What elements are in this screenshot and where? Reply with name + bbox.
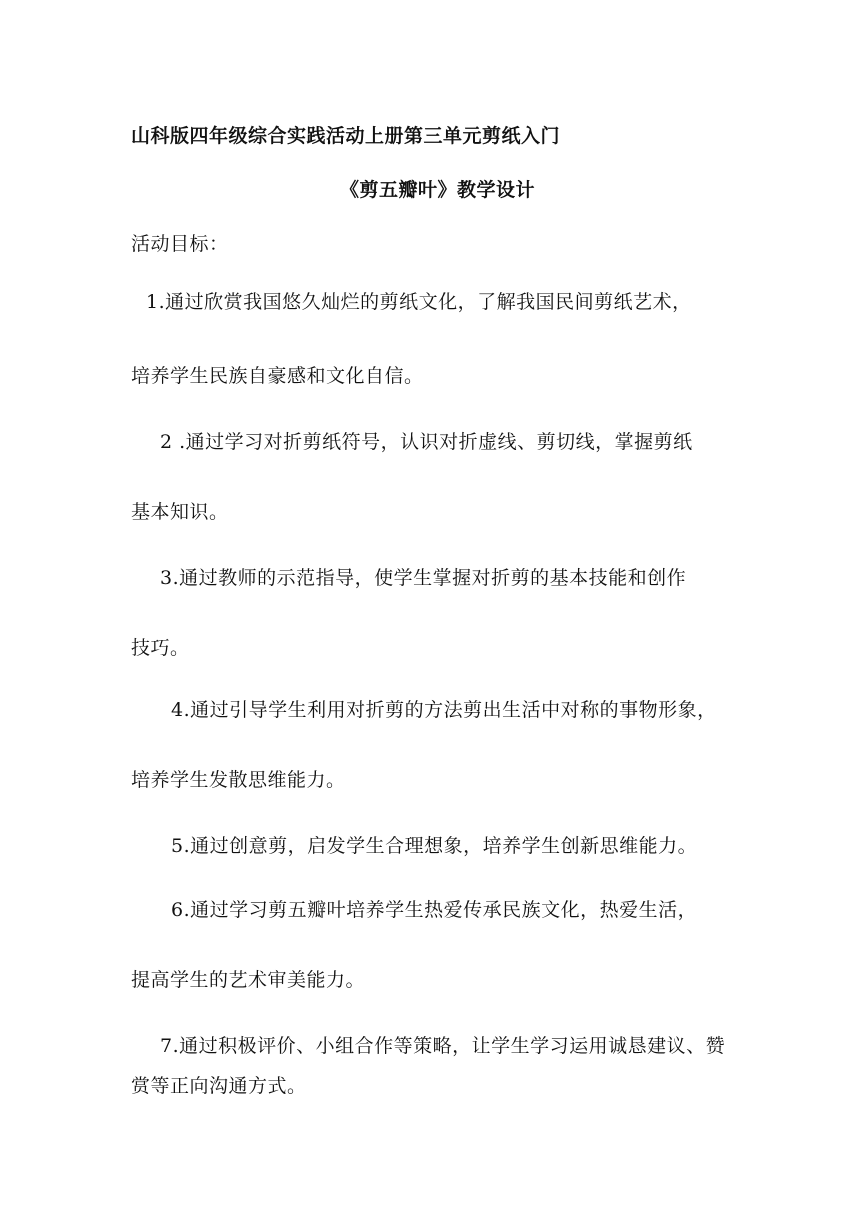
document-title-line2: 《剪五瓣叶》教学设计	[340, 179, 536, 201]
objective-7-line1: 7.通过积极评价、小组合作等策略，让学生学习运用诚恳建议、赞	[160, 1035, 726, 1057]
objective-6-line1: 6.通过学习剪五瓣叶培养学生热爱传承民族文化，热爱生活，	[171, 899, 698, 921]
document-title-line1: 山科版四年级综合实践活动上册第三单元剪纸入门	[131, 125, 561, 147]
objective-7-line2: 赏等正向沟通方式。	[131, 1075, 307, 1097]
objective-5-line1: 5.通过创意剪，启发学生合理想象，培养学生创新思维能力。	[171, 835, 698, 857]
objective-3-line2: 技巧。	[131, 637, 190, 659]
objective-6-line2: 提高学生的艺术审美能力。	[131, 969, 366, 991]
section-heading: 活动目标：	[131, 233, 229, 255]
objective-4-line1: 4.通过引导学生利用对折剪的方法剪出生活中对称的事物形象，	[171, 699, 717, 721]
objective-1-line1: 1.通过欣赏我国悠久灿烂的剪纸文化，了解我国民间剪纸艺术，	[146, 291, 692, 313]
objective-2-line2: 基本知识。	[131, 501, 229, 523]
objective-1-line2: 培养学生民族自豪感和文化自信。	[131, 365, 424, 387]
objective-2-line1: 2 .通过学习对折剪纸符号，认识对折虚线、剪切线，掌握剪纸	[160, 431, 693, 453]
objective-3-line1: 3.通过教师的示范指导，使学生掌握对折剪的基本技能和创作	[160, 567, 687, 589]
objective-4-line2: 培养学生发散思维能力。	[131, 769, 346, 791]
